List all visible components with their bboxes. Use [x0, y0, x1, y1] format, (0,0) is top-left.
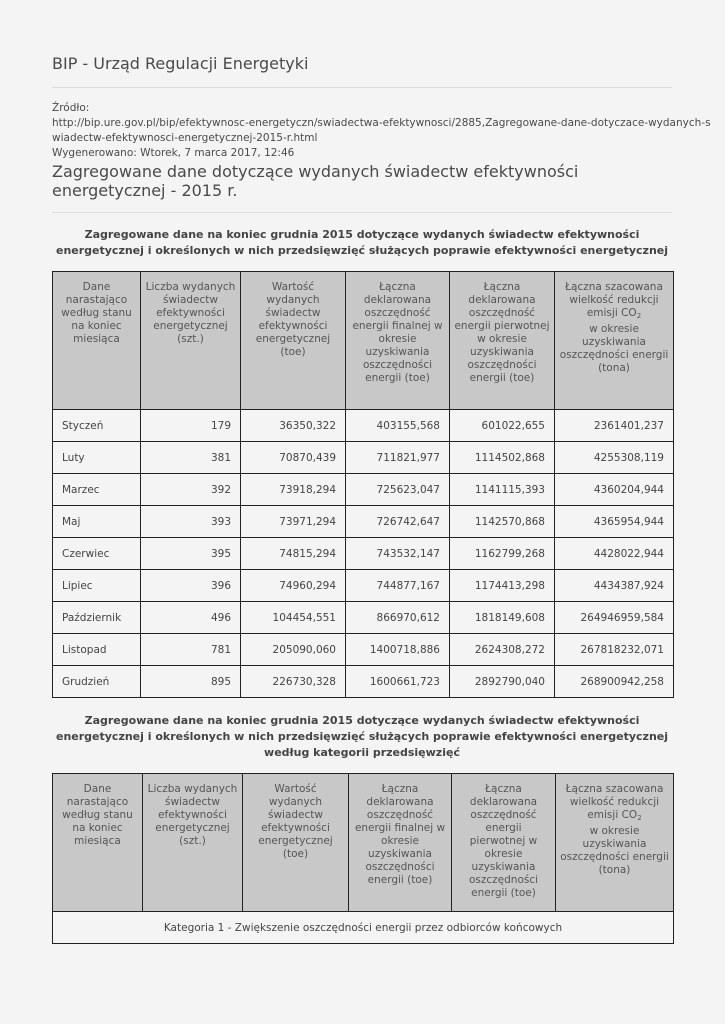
value-cell: 74815,294: [241, 538, 346, 570]
value-cell: 4255308,119: [555, 442, 674, 474]
divider: [52, 87, 672, 88]
value-cell: 74960,294: [241, 570, 346, 602]
source-block: [52, 101, 711, 161]
month-cell: Luty: [53, 442, 141, 474]
value-cell: 711821,977: [346, 442, 450, 474]
column-header-final-energy: Łączna deklarowana oszczędność energii finalnej w okresie uzyskiwania oszczędności energii (toe): [349, 774, 452, 912]
generated-date: Wygenerowano: Wtorek, 7 marca 2017, 12:46: [52, 147, 295, 159]
column-header-primary-energy: Łączna deklarowana oszczędność energii pierwotnej w okresie uzyskiwania oszczędności energii (toe): [452, 774, 556, 912]
value-cell: 73918,294: [241, 474, 346, 506]
column-header-value: Wartość wydanych świadectw efektywności energetycznej (toe): [241, 272, 346, 410]
column-header-count: Liczba wydanych świadectw efektywności energetycznej (szt.): [141, 272, 241, 410]
value-cell: 73971,294: [241, 506, 346, 538]
table2-header-row: [53, 774, 674, 912]
value-cell: 403155,568: [346, 410, 450, 442]
column-header-value: Wartość wydanych świadectw efektywności energetycznej (toe): [243, 774, 349, 912]
month-cell: Czerwiec: [53, 538, 141, 570]
month-cell: Październik: [53, 602, 141, 634]
month-cell: Listopad: [53, 634, 141, 666]
month-cell: Styczeń: [53, 410, 141, 442]
value-cell: 496: [141, 602, 241, 634]
value-cell: 104454,551: [241, 602, 346, 634]
co2-label-continued: w okresie uzyskiwania oszczędności energii (tona): [560, 825, 669, 876]
column-header-co2: [555, 272, 674, 410]
value-cell: 179: [141, 410, 241, 442]
table1-heading: Zagregowane dane na koniec grudnia 2015 dotyczące wydanych świadectw efektywności energetycznej i określonych w nich przedsięwzięć służących poprawie efektywności energetycznej: [55, 228, 669, 257]
value-cell: 1818149,608: [450, 602, 555, 634]
table2: [52, 773, 674, 944]
value-cell: 4428022,944: [555, 538, 674, 570]
document-title: Zagregowane dane dotyczące wydanych świadectw efektywności energetycznej - 2015 r.: [52, 162, 579, 200]
value-cell: 601022,655: [450, 410, 555, 442]
value-cell: 392: [141, 474, 241, 506]
co2-label: Łączna szacowana wielkość redukcji emisji CO: [565, 783, 664, 821]
divider: [52, 212, 672, 213]
value-cell: 4365954,944: [555, 506, 674, 538]
source-url-continued[interactable]: wiadectw-efektywnosci-energetycznej-2015-r.html: [52, 132, 318, 144]
value-cell: 267818232,071: [555, 634, 674, 666]
column-header-co2: [556, 774, 674, 912]
table-row: [53, 538, 674, 570]
source-label: Źródło:: [52, 102, 90, 114]
value-cell: 1600661,723: [346, 666, 450, 698]
table-row: [53, 602, 674, 634]
value-cell: 781: [141, 634, 241, 666]
table1: [52, 271, 674, 698]
category-cell: Kategoria 1 - Zwiększenie oszczędności energii przez odbiorców końcowych: [53, 912, 674, 944]
column-header-primary-energy: Łączna deklarowana oszczędność energii pierwotnej w okresie uzyskiwania oszczędności energii (toe): [450, 272, 555, 410]
value-cell: 1162799,268: [450, 538, 555, 570]
value-cell: 1141115,393: [450, 474, 555, 506]
table2-heading: Zagregowane dane na koniec grudnia 2015 dotyczące wydanych świadectw efektywności energetycznej i określonych w nich przedsięwzięć służących poprawie efektywności energetycznej według kategorii przedsięwzięć: [55, 714, 669, 759]
value-cell: 866970,612: [346, 602, 450, 634]
value-cell: 725623,047: [346, 474, 450, 506]
value-cell: 226730,328: [241, 666, 346, 698]
value-cell: 396: [141, 570, 241, 602]
value-cell: 4434387,924: [555, 570, 674, 602]
column-header-month: Dane narastająco według stanu na koniec miesiąca: [53, 272, 141, 410]
value-cell: 70870,439: [241, 442, 346, 474]
value-cell: 895: [141, 666, 241, 698]
month-cell: Marzec: [53, 474, 141, 506]
value-cell: 36350,322: [241, 410, 346, 442]
value-cell: 1174413,298: [450, 570, 555, 602]
value-cell: 744877,167: [346, 570, 450, 602]
table-row: [53, 474, 674, 506]
co2-label: Łączna szacowana wielkość redukcji emisji CO: [565, 281, 663, 319]
table-row: [53, 666, 674, 698]
table-row: [53, 442, 674, 474]
site-title: BIP - Urząd Regulacji Energetyki: [52, 54, 309, 73]
value-cell: 393: [141, 506, 241, 538]
source-url[interactable]: http://bip.ure.gov.pl/bip/efektywnosc-energetyczn/swiadectwa-efektywnosci/2885,Zagregowane-dane-dotyczace-wydanych-s: [52, 117, 711, 129]
value-cell: 381: [141, 442, 241, 474]
value-cell: 1114502,868: [450, 442, 555, 474]
table1-body: [53, 410, 674, 698]
month-cell: Lipiec: [53, 570, 141, 602]
co2-subscript: 2: [637, 814, 642, 822]
value-cell: 1400718,886: [346, 634, 450, 666]
value-cell: 395: [141, 538, 241, 570]
value-cell: 264946959,584: [555, 602, 674, 634]
value-cell: 2892790,040: [450, 666, 555, 698]
value-cell: 2624308,272: [450, 634, 555, 666]
table-row: [53, 410, 674, 442]
column-header-count: Liczba wydanych świadectw efektywności energetycznej (szt.): [143, 774, 243, 912]
co2-subscript: 2: [636, 312, 642, 320]
table1-header-row: [53, 272, 674, 410]
value-cell: 268900942,258: [555, 666, 674, 698]
table-row: [53, 634, 674, 666]
month-cell: Grudzień: [53, 666, 141, 698]
table-row: [53, 570, 674, 602]
table-row: [53, 506, 674, 538]
category-row: [53, 912, 674, 944]
value-cell: 4360204,944: [555, 474, 674, 506]
column-header-month: Dane narastająco według stanu na koniec miesiąca: [53, 774, 143, 912]
value-cell: 743532,147: [346, 538, 450, 570]
month-cell: Maj: [53, 506, 141, 538]
co2-label-continued: w okresie uzyskiwania oszczędności energii (tona): [559, 323, 669, 374]
value-cell: 1142570,868: [450, 506, 555, 538]
value-cell: 2361401,237: [555, 410, 674, 442]
value-cell: 726742,647: [346, 506, 450, 538]
column-header-final-energy: Łączna deklarowana oszczędność energii finalnej w okresie uzyskiwania oszczędności energii (toe): [346, 272, 450, 410]
value-cell: 205090,060: [241, 634, 346, 666]
